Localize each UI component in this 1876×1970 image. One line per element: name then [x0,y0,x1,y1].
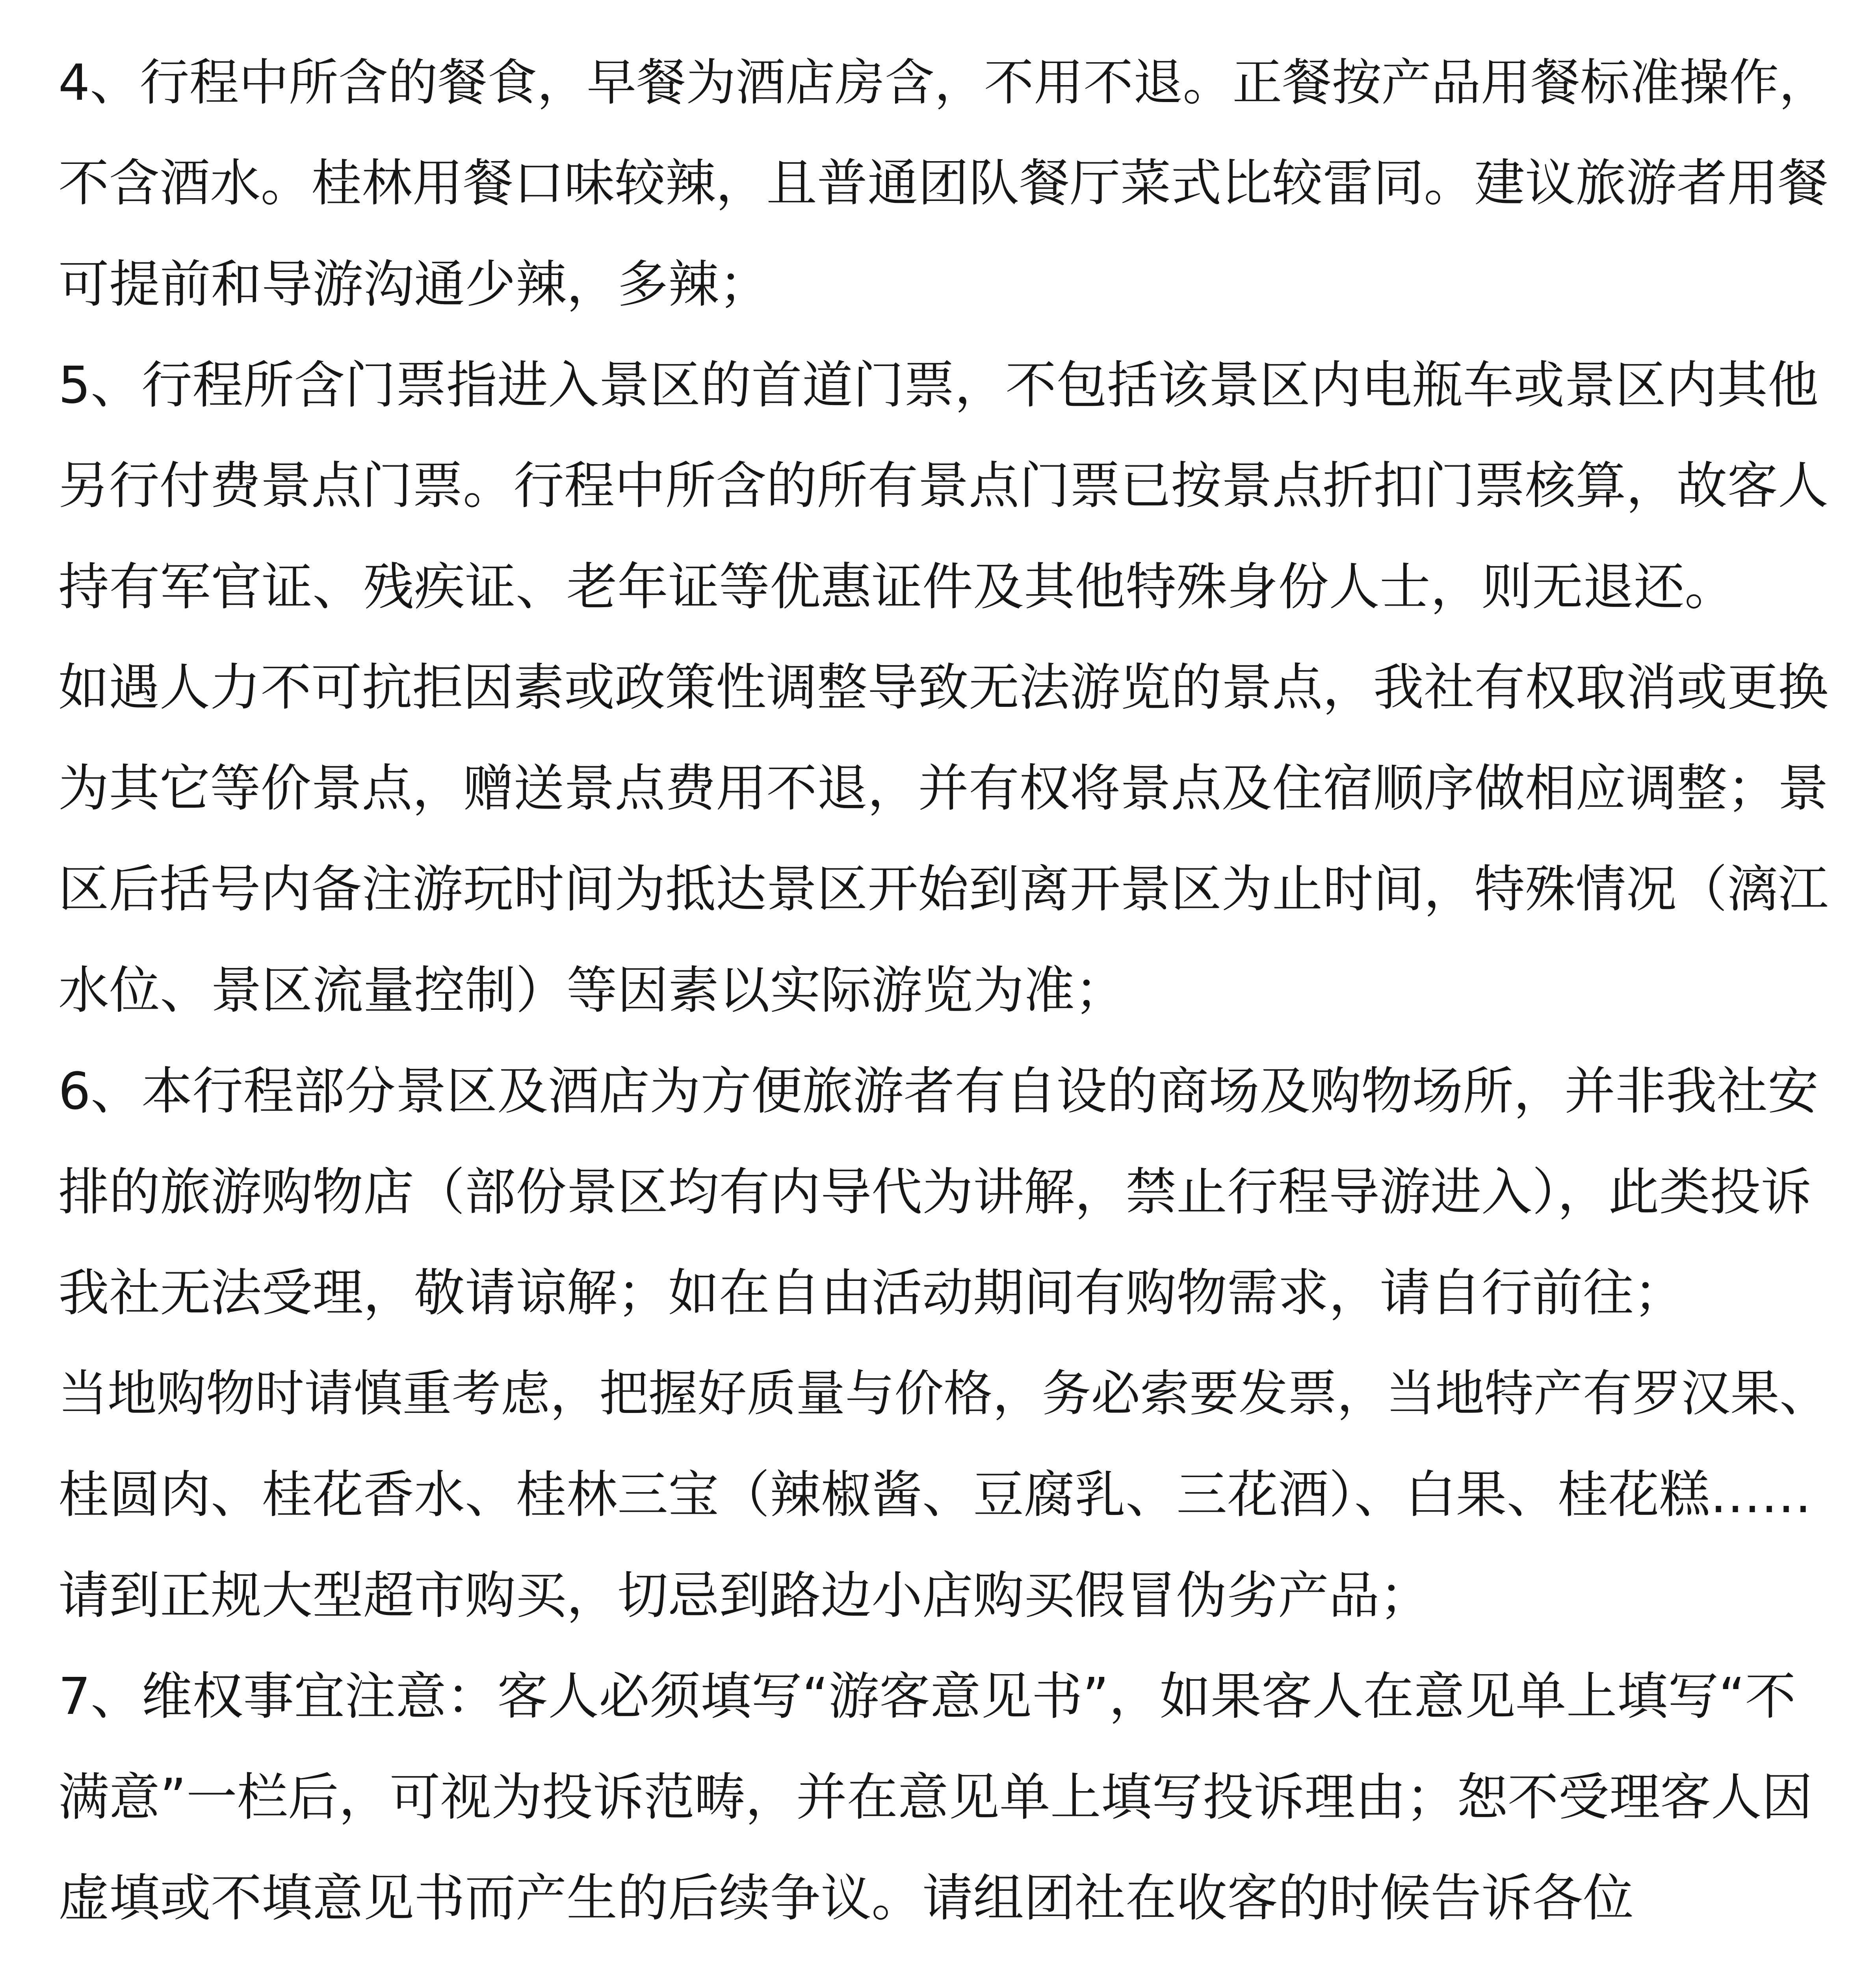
text-line-5: 另行付费景点门票。行程中所含的所有景点门票已按景点折扣门票核算，故客人 [58,457,1829,515]
text-line-17: 7、维权事宜注意：客人必须填写“游客意见书”，如果客人在意见单上填写“不 [58,1667,1796,1726]
text-line-14: 当地购物时请慎重考虑，把握好质量与价格，务必索要发票，当地特产有罗汉果、 [58,1365,1829,1422]
text-line-20 [58,1960,1828,1970]
text-line-2: 不含酒水。桂林用餐口味较辣，且普通团队餐厅菜式比较雷同。建议旅游者用餐 [58,154,1829,213]
text-line-4: 5、行程所含门票指进入景区的首道门票，不包括该景区内电瓶车或景区内其他 [58,356,1819,415]
text-line-13: 我社无法受理，敬请谅解；如在自由活动期间有购物需求，请自行前往； [58,1264,1685,1323]
text-line-12: 排的旅游购物店（部份景区均有内导代为讲解，禁止行程导游进入），此类投诉 [58,1163,1812,1222]
text-line-15: 桂圆肉、桂花香水、桂林三宝（辣椒酱、豆腐乳、三花酒）、白果、桂花糕…… [58,1465,1812,1524]
text-line-10: 水位、景区流量控制）等因素以实际游览为准； [58,961,1126,1020]
text-line-9: 区后括号内备注游玩时间为抵达景区开始到离开景区为止时间，特殊情况（漓江 [58,860,1829,919]
text-line-19: 虚填或不填意见书而产生的后续争议。请组团社在收客的时候告诉各位 [58,1869,1634,1928]
text-line-8: 为其它等价景点，赠送景点费用不退，并有权将景点及住宿顺序做相应调整；景 [58,759,1829,818]
text-line-6: 持有军官证、残疾证、老年证等优惠证件及其他特殊身份人士，则无退还。 [58,558,1735,617]
text-line-18: 满意”一栏后，可视为投诉范畴，并在意见单上填写投诉理由；恕不受理客人因 [58,1768,1813,1827]
text-line-7: 如遇人力不可抗拒因素或政策性调整导致无法游览的景点，我社有权取消或更换 [58,658,1829,717]
text-line-1: 4、行程中所含的餐食，早餐为酒店房含，不用不退。正餐按产品用餐标准操作， [58,54,1829,112]
text-line-11: 6、本行程部分景区及酒店为方便旅游者有自设的商场及购物场所，并非我社安 [58,1062,1819,1121]
text-line-3: 可提前和导游沟通少辣，多辣； [58,255,770,314]
text-line-16: 请到正规大型超市购买，切忌到路边小店购买假冒伪劣产品； [58,1566,1430,1625]
